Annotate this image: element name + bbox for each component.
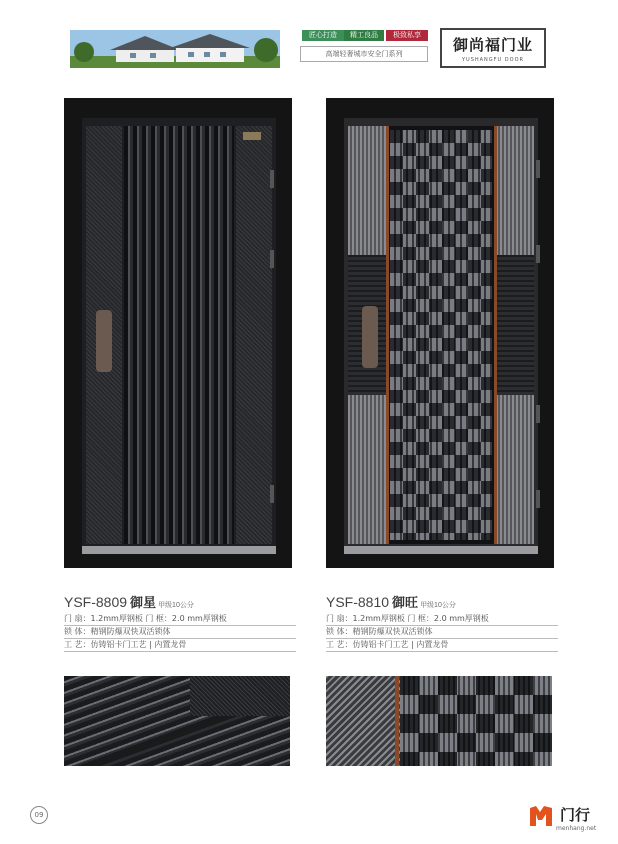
model-grade: 甲级10公分 [420,602,456,609]
model-grade: 甲级10公分 [158,602,194,609]
model-number: YSF-8810 [326,594,390,610]
spec-line: 门 扇：1.2mm厚钢板 门 框：2.0 mm厚钢板 [64,613,296,626]
model-number: YSF-8809 [64,594,128,610]
spec-line: 锁 体：精钢防爆双快双活锁体 [64,626,296,639]
house-photo [70,30,280,68]
door-8810-edge-right [494,126,497,544]
brand-logo [440,28,546,68]
product-8809-specs [64,613,296,652]
door-8809-nameplate [243,132,261,140]
footer-logo-text: 门行 [560,806,591,824]
tag-craft: 匠心打造 [302,30,344,41]
spec-line: 门 扇：1.2mm厚钢板 门 框：2.0 mm厚钢板 [326,613,558,626]
door-8809-detail-mesh [190,676,290,716]
spec-line: 工 艺：仿铸铝卡门工艺 | 内置龙骨 [64,639,296,652]
hinge [270,170,274,188]
model-name: 御星 [130,595,157,610]
door-8809-mesh-right [236,126,272,544]
product-8810-title [326,592,456,611]
hinge [536,160,540,178]
door-8809-ribs [124,126,234,544]
hinge [536,490,540,508]
door-8810-checker-pattern [390,130,492,540]
footer-url: menhang.net [556,825,597,832]
brand-name: 御尚福门业 [452,36,533,54]
door-8810-detail-checker [400,676,552,766]
door-8810-handle [362,306,378,368]
product-8809-title [64,592,194,611]
model-name: 御旺 [392,595,419,610]
hinge [536,245,540,263]
door-8809-sill [82,546,276,554]
hinge [270,485,274,503]
menhang-logo-icon [528,804,554,830]
series-title: 高端轻奢城市安全门系列 [300,46,428,62]
page-number: 09 [30,806,48,824]
door-8810-detail-edge [395,676,399,766]
spec-line: 锁 体：精钢防爆双快双活锁体 [326,626,558,639]
hinge [536,405,540,423]
hinge [270,250,274,268]
door-8810-edge-left [386,126,389,544]
door-8810-sill [344,546,538,554]
spec-line: 工 艺：仿铸铝卡门工艺 | 内置龙骨 [326,639,558,652]
tag-quality: 精工良品 [344,30,384,41]
tag-exclusive: 极致私享 [386,30,428,41]
brand-name-en: YUSHANGFU DOOR [461,57,524,63]
door-8809-handle [96,310,112,372]
product-8810-specs [326,613,558,652]
